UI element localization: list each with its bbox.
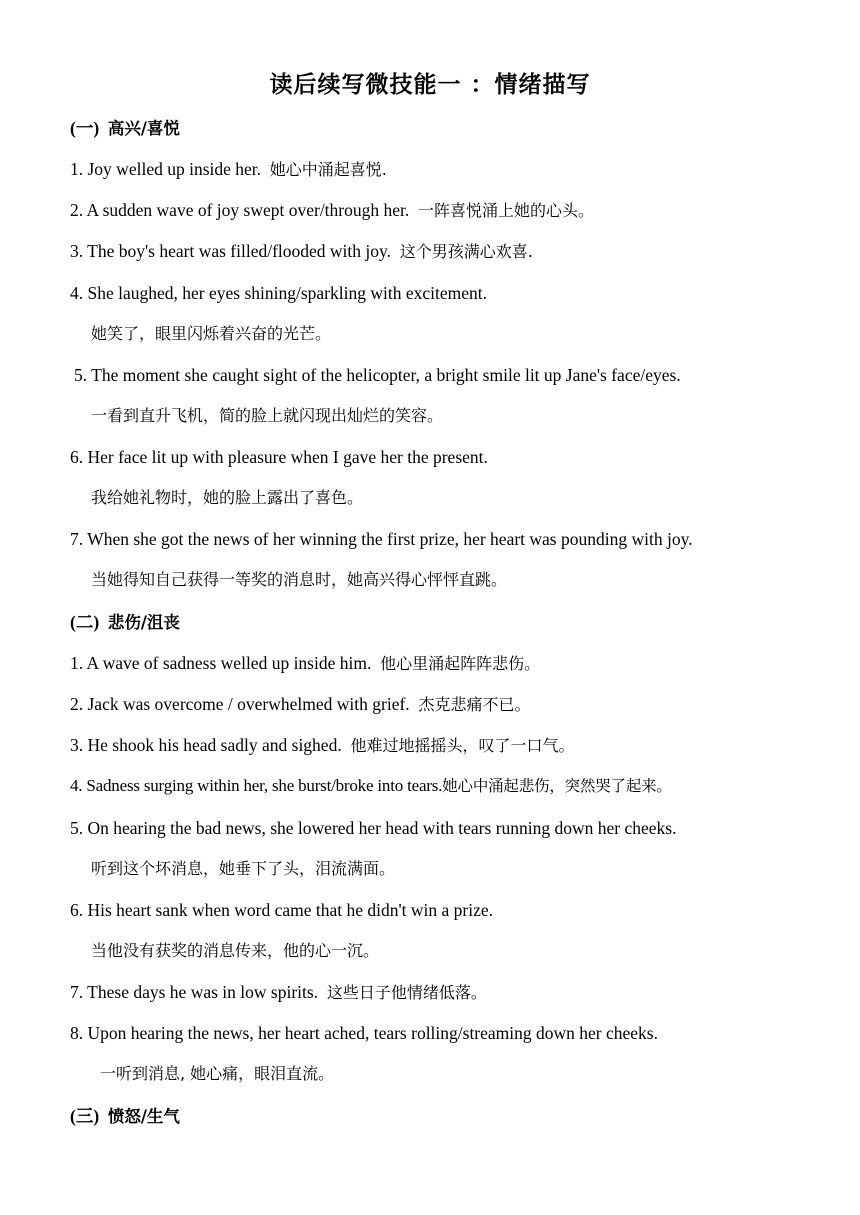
section-name: 高兴/喜悦: [107, 119, 180, 138]
chinese-translation: 她心中涌起喜悦.: [269, 160, 387, 179]
chinese-translation: 他心里涌起阵阵悲伤。: [380, 654, 541, 673]
list-item: [70, 157, 387, 182]
list-item: [70, 816, 676, 840]
english-sentence: 8. Upon hearing the news, her heart ached, tears rolling/streaming down her cheeks.: [70, 1023, 658, 1043]
section-name: 悲伤/沮丧: [107, 613, 180, 632]
english-sentence: 1. A wave of sadness welled up inside him.: [70, 653, 372, 673]
section-heading-anger: [70, 1104, 180, 1129]
section-heading-joy: [70, 116, 180, 141]
chinese-translation: 当他没有获奖的消息传来，他的心一沉。: [91, 941, 380, 960]
english-sentence: 3. He shook his head sadly and sighed.: [70, 735, 342, 755]
chinese-translation: 她心中涌起悲伤，突然哭了起来。: [442, 777, 672, 795]
list-item: [70, 445, 488, 469]
chinese-translation: 杰克悲痛不已。: [418, 695, 531, 714]
list-item: [70, 898, 493, 922]
english-sentence: 2. Jack was overcome / overwhelmed with grief.: [70, 694, 410, 714]
english-sentence: 7. When she got the news of her winning the first prize, her heart was pounding with joy.: [70, 529, 693, 549]
list-item: [70, 692, 530, 717]
list-item: [70, 1021, 658, 1045]
english-sentence: 4. She laughed, her eyes shining/sparkling with excitement.: [70, 283, 487, 303]
section-label: (三): [70, 1106, 100, 1126]
chinese-translation: 她笑了，眼里闪烁着兴奋的光芒。: [91, 324, 332, 343]
english-sentence: 1. Joy welled up inside her.: [70, 159, 262, 179]
list-item: [70, 733, 574, 758]
chinese-translation: 他难过地摇摇头，叹了一口气。: [350, 736, 575, 755]
section-name: 愤怒/生气: [107, 1107, 180, 1126]
chinese-translation: 一阵喜悦涌上她的心头。: [418, 201, 595, 220]
english-sentence: 2. A sudden wave of joy swept over/through her.: [70, 200, 410, 220]
chinese-translation: 一看到直升飞机，简的脸上就闪现出灿烂的笑容。: [91, 406, 444, 425]
chinese-translation: 我给她礼物时，她的脸上露出了喜色。: [91, 488, 364, 507]
list-item: [70, 774, 672, 798]
chinese-translation: 这个男孩满心欢喜.: [399, 242, 533, 261]
english-sentence: 7. These days he was in low spirits.: [70, 982, 319, 1002]
list-item: [70, 527, 693, 551]
list-item: [70, 281, 487, 305]
list-item: [70, 980, 487, 1005]
english-sentence: 5. On hearing the bad news, she lowered her head with tears running down her cheeks.: [70, 818, 677, 838]
section-label: (二): [70, 612, 100, 632]
english-sentence: 3. The boy's heart was filled/flooded with joy.: [70, 241, 392, 261]
section-label: (一): [70, 118, 100, 138]
page-title: 读后续写微技能一 ：情绪描写: [269, 72, 591, 98]
list-item: [70, 651, 540, 676]
english-sentence: 6. His heart sank when word came that he didn't win a prize.: [70, 900, 494, 920]
chinese-translation: 听到这个坏消息，她垂下了头，泪流满面。: [91, 859, 396, 878]
section-heading-sadness: [70, 610, 180, 635]
chinese-translation: 一听到消息, 她心痛，眼泪直流。: [100, 1064, 335, 1083]
english-sentence: 5. The moment she caught sight of the helicopter, a bright smile lit up Jane's face/eyes.: [74, 365, 681, 385]
chinese-translation: 当她得知自己获得一等奖的消息时，她高兴得心怦怦直跳。: [91, 570, 508, 589]
list-item: [70, 239, 533, 264]
english-sentence: 4. Sadness surging within her, she burst/broke into tears.: [70, 776, 443, 795]
list-item: [74, 363, 681, 387]
english-sentence: 6. Her face lit up with pleasure when I gave her the present.: [70, 447, 488, 467]
chinese-translation: 这些日子他情绪低落。: [326, 983, 487, 1002]
list-item: [70, 198, 594, 223]
